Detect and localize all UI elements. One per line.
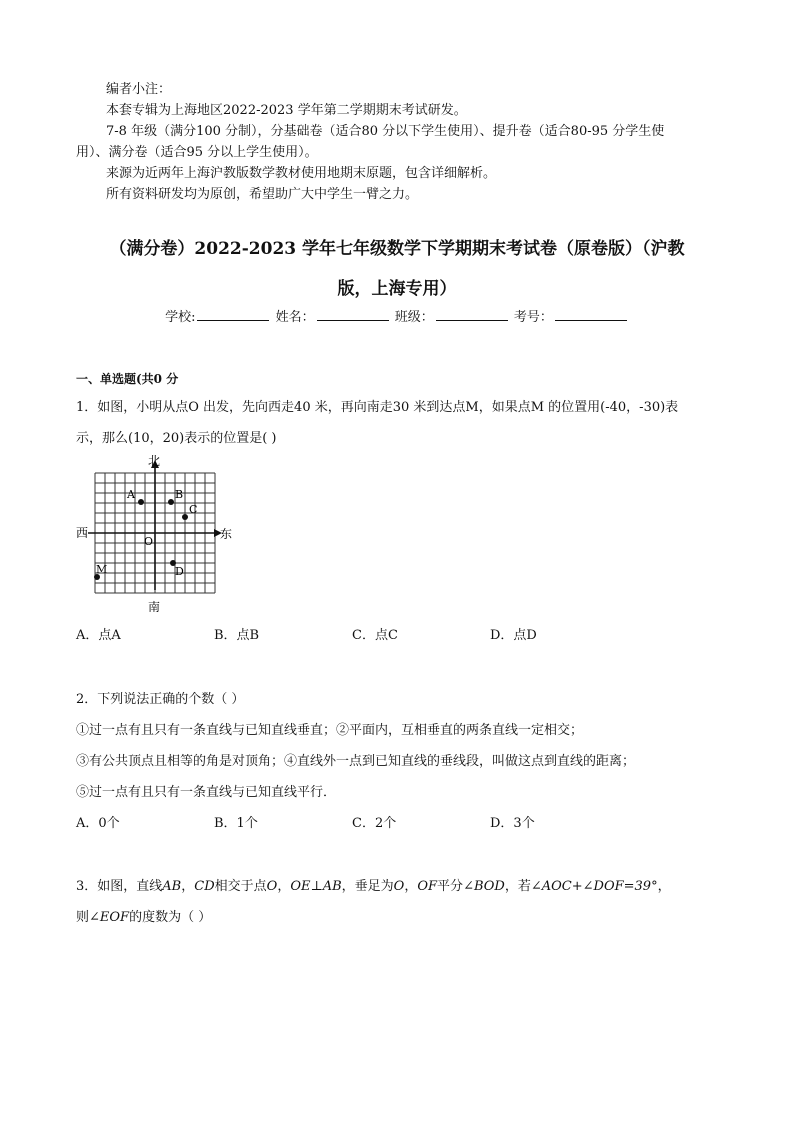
school-label: 学校: xyxy=(165,310,196,325)
q2-statement-2: ③有公共顶点且相等的角是对顶角；④直线外一点到已知直线的垂线段，叫做这点到直线的距离； xyxy=(76,754,636,769)
q3-point-o: O xyxy=(266,879,278,894)
editor-note-line-2b: 用）、满分卷（适合95 分以上学生使用）。 xyxy=(76,145,318,160)
student-info-fields xyxy=(0,306,794,325)
q2-option-d[interactable]: D．3个 xyxy=(490,816,535,831)
exam-title-line-2: 版，上海专用） xyxy=(337,279,457,299)
editor-note-heading: 编者小注： xyxy=(106,82,172,97)
q2-option-a[interactable]: A．0个 xyxy=(76,816,120,831)
q3-text: 相交于点 xyxy=(214,879,267,894)
q1-option-c[interactable]: C．点C xyxy=(352,628,398,643)
west-label: 西 xyxy=(76,526,89,540)
exam-number-label: 考号： xyxy=(513,310,553,325)
q1-grid-figure xyxy=(70,450,250,615)
q1-stem-line-2: 示，那么(10，20)表示的位置是( ) xyxy=(76,431,277,446)
q3-line-cd: CD xyxy=(194,879,215,894)
q3-condition: ∠AOC+∠DOF=39° xyxy=(530,879,658,894)
q2-option-c[interactable]: C．2个 xyxy=(352,816,397,831)
q3-text: 的度数为（ ） xyxy=(129,910,212,925)
q3-text: ，垂足为 xyxy=(341,879,394,894)
editor-note-line-4: 所有资料研发均为原创，希望助广大中学生一臂之力。 xyxy=(106,187,419,202)
exam-number-blank[interactable] xyxy=(555,308,627,321)
q3-text: ， xyxy=(657,879,671,894)
q3-text: ， xyxy=(404,879,418,894)
q2-statement-1: ①过一点有且只有一条直线与已知直线垂直；②平面内，互相垂直的两条直线一定相交； xyxy=(76,723,584,738)
q3-text: ， xyxy=(181,879,195,894)
q3-text: 3．如图，直线 xyxy=(76,879,163,894)
north-label: 北 xyxy=(148,454,161,468)
q3-foot-o: O xyxy=(393,879,405,894)
point-c-label: C xyxy=(189,503,198,516)
q3-ray-of: OF xyxy=(417,879,438,894)
point-c xyxy=(182,514,188,520)
class-blank[interactable] xyxy=(436,308,508,321)
q1-option-d[interactable]: D．点D xyxy=(490,628,537,643)
q2-stem: 2．下列说法正确的个数（ ） xyxy=(76,692,245,707)
q2-statement-3: ⑤过一点有且只有一条直线与已知直线平行． xyxy=(76,785,337,800)
exam-title-line-1: （满分卷）2022-2023 学年七年级数学下学期期末考试卷（原卷版）（沪教 xyxy=(109,239,685,259)
class-label: 班级： xyxy=(394,310,434,325)
point-a xyxy=(138,499,144,505)
q3-text: ，若 xyxy=(504,879,531,894)
q3-line-ab: AB xyxy=(162,879,182,894)
q1-option-b[interactable]: B．点B xyxy=(214,628,260,643)
name-blank[interactable] xyxy=(317,308,389,321)
point-m-label: M xyxy=(96,563,108,576)
east-label: 东 xyxy=(220,527,233,541)
q3-text: 则 xyxy=(76,910,90,925)
point-b-label: B xyxy=(175,488,184,501)
q3-stem-line-1 xyxy=(76,875,671,894)
point-a-label: A xyxy=(127,488,135,501)
q2-option-b[interactable]: B．1个 xyxy=(214,816,258,831)
editor-note-line-3: 来源为近两年上海沪教版数学教材使用地期末原题，包含详细解析。 xyxy=(106,166,497,181)
point-d-label: D xyxy=(175,565,184,578)
school-blank[interactable] xyxy=(197,308,269,321)
point-b xyxy=(168,499,174,505)
south-label: 南 xyxy=(148,600,161,614)
editor-note-line-1: 本套专辑为上海地区2022-2023 学年第二学期期末考试研发。 xyxy=(106,103,467,118)
section-heading: 一、单选题(共0 分 xyxy=(76,372,179,386)
editor-note-line-2a: 7-8 年级（满分100 分制），分基础卷（适合80 分以下学生使用）、提升卷（适合80-95 分学生使 xyxy=(106,124,665,139)
origin-label: O xyxy=(144,535,154,548)
q3-text: ， xyxy=(277,879,291,894)
name-label: 姓名： xyxy=(275,310,315,325)
q3-angle-bod: ∠BOD xyxy=(463,879,505,894)
q3-perpendicular: OE⊥AB xyxy=(290,879,342,894)
q1-option-a[interactable]: A．点A xyxy=(76,628,121,643)
q1-stem-line-1: 1．如图，小明从点O 出发，先向西走40 米，再向南走30 米到达点M，如果点M 的位置用(-40，-30)表 xyxy=(76,400,679,415)
q3-stem-line-2 xyxy=(76,906,211,925)
q3-angle-eof: ∠EOF xyxy=(89,910,130,925)
q3-text: 平分 xyxy=(437,879,464,894)
